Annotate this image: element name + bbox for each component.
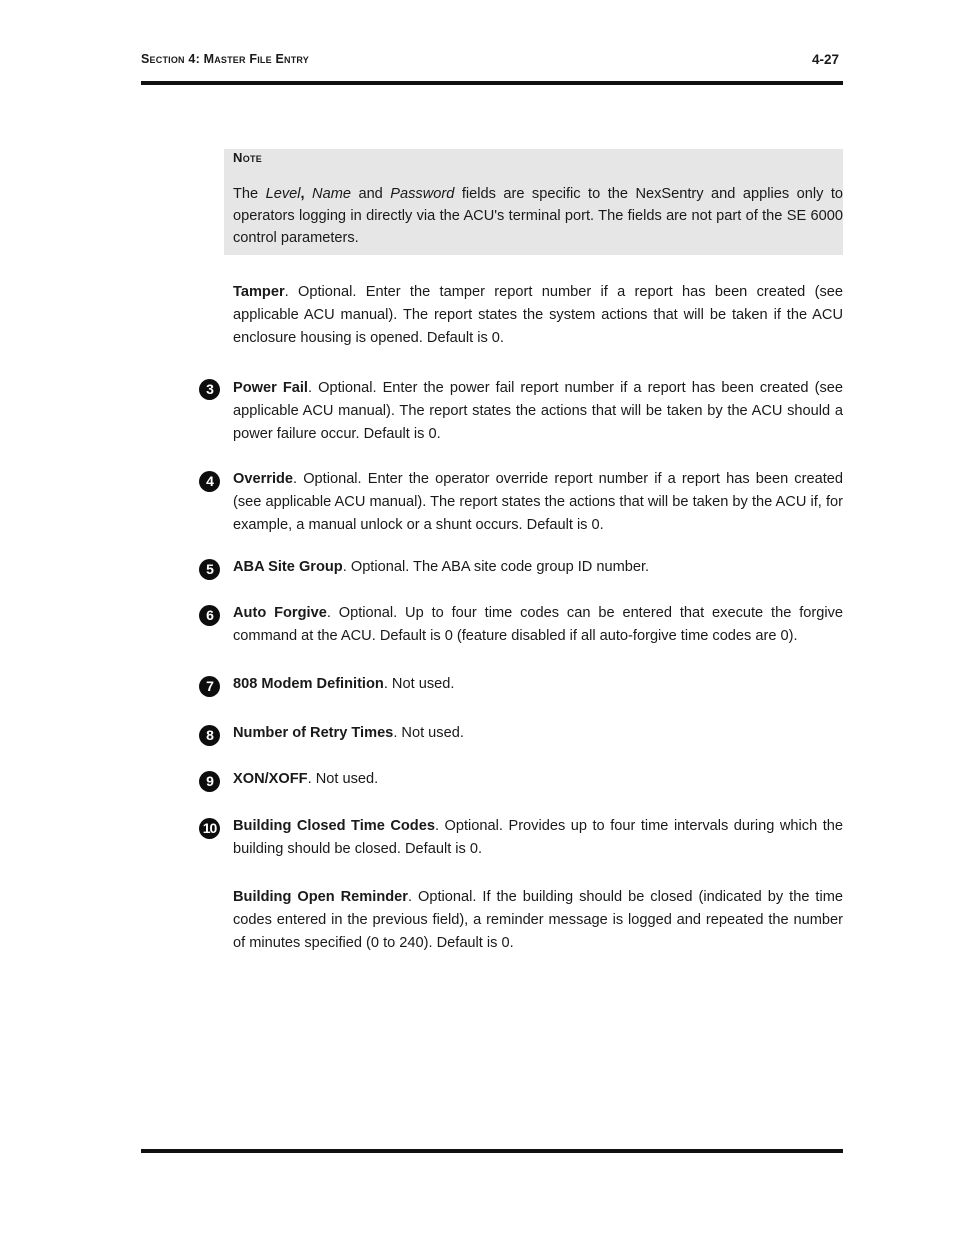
note-title: Note — [233, 150, 263, 165]
item-term: Power Fail — [233, 380, 308, 396]
item-description: . Not used. — [307, 771, 379, 787]
item-term: Number of Retry Times — [233, 725, 394, 741]
item-term: Auto Forgive — [233, 605, 327, 621]
note-emphasis-password: Password — [390, 186, 455, 202]
item-term: Override — [233, 471, 294, 487]
step-number-badge: 8 — [199, 725, 220, 746]
item-term: ABA Site Group — [233, 559, 343, 575]
item-term: Tamper — [233, 284, 285, 300]
item-description: . Optional. Enter the power fail report number if a report has been created (see applicable ACU manual). The report states the actions that will be taken by the ACU should a power failure occur. Default is 0. — [233, 380, 843, 442]
running-header-section: Section 4: Master File Entry — [141, 52, 309, 66]
item-override — [233, 468, 843, 537]
item-description: . Not used. — [393, 725, 464, 741]
header-rule — [141, 81, 843, 85]
item-description: . Optional. Enter the tamper report number if a report has been created (see applicable ACU manual). The report states the system actions that will be taken if the ACU enclosure housing is opened. Default is 0. — [233, 284, 843, 346]
step-number-badge: 5 — [199, 559, 220, 580]
note-emphasis-level: Level — [265, 186, 301, 202]
step-number-badge: 9 — [199, 771, 220, 792]
note-box — [224, 149, 843, 255]
note-emphasis-name: Name — [312, 186, 351, 202]
item-description: . Optional. Enter the operator override report number if a report has been created (see applicable ACU manual). The report states the actions that will be taken by the ACU if, for example, a manual unlock or a shunt occurs. Default is 0. — [233, 471, 843, 533]
note-separator: , — [300, 186, 313, 202]
note-separator: and — [350, 186, 391, 202]
item-description: . Not used. — [383, 676, 455, 692]
item-808-modem-definition — [233, 673, 843, 696]
item-tamper — [233, 281, 843, 350]
step-number-badge: 3 — [199, 379, 220, 400]
note-text — [233, 183, 843, 249]
item-description: . Optional. The ABA site code group ID number. — [342, 559, 650, 575]
item-building-closed-time-codes — [233, 815, 843, 861]
item-power-fail — [233, 377, 843, 446]
item-term: XON/XOFF — [233, 771, 308, 787]
item-description: . Optional. Up to four time codes can be entered that execute the forgive command at the ACU. Default is 0 (feature disabled if all auto-forgive time codes are 0). — [233, 605, 844, 644]
item-building-open-reminder — [233, 886, 843, 955]
step-number-badge: 10 — [199, 818, 220, 839]
item-number-of-retry-times — [233, 722, 843, 745]
item-xon-xoff — [233, 768, 843, 791]
step-number-badge: 6 — [199, 605, 220, 626]
item-description: . Optional. If the building should be closed (indicated by the time codes entered in the previous field), a reminder message is logged and repeated the number of minutes specified (0 to 240). Default is 0. — [233, 889, 843, 951]
note-text-part: The — [233, 186, 266, 202]
footer-rule — [141, 1149, 843, 1153]
step-number-badge: 4 — [199, 471, 220, 492]
page-number: 4-27 — [811, 52, 839, 67]
note-text-part: fields are specific to the NexSentry and applies only to operators logging in directly via the ACU's terminal port. The fields are not part of the SE 6000 control parameters. — [233, 186, 844, 246]
item-term: Building Open Reminder — [233, 889, 408, 905]
item-aba-site-group — [233, 556, 843, 579]
item-auto-forgive — [233, 602, 843, 648]
item-term: Building Closed Time Codes — [233, 818, 435, 834]
item-description: . Optional. Provides up to four time intervals during which the building should be closed. Default is 0. — [233, 818, 843, 857]
step-number-badge: 7 — [199, 676, 220, 697]
item-term: 808 Modem Definition — [233, 676, 384, 692]
